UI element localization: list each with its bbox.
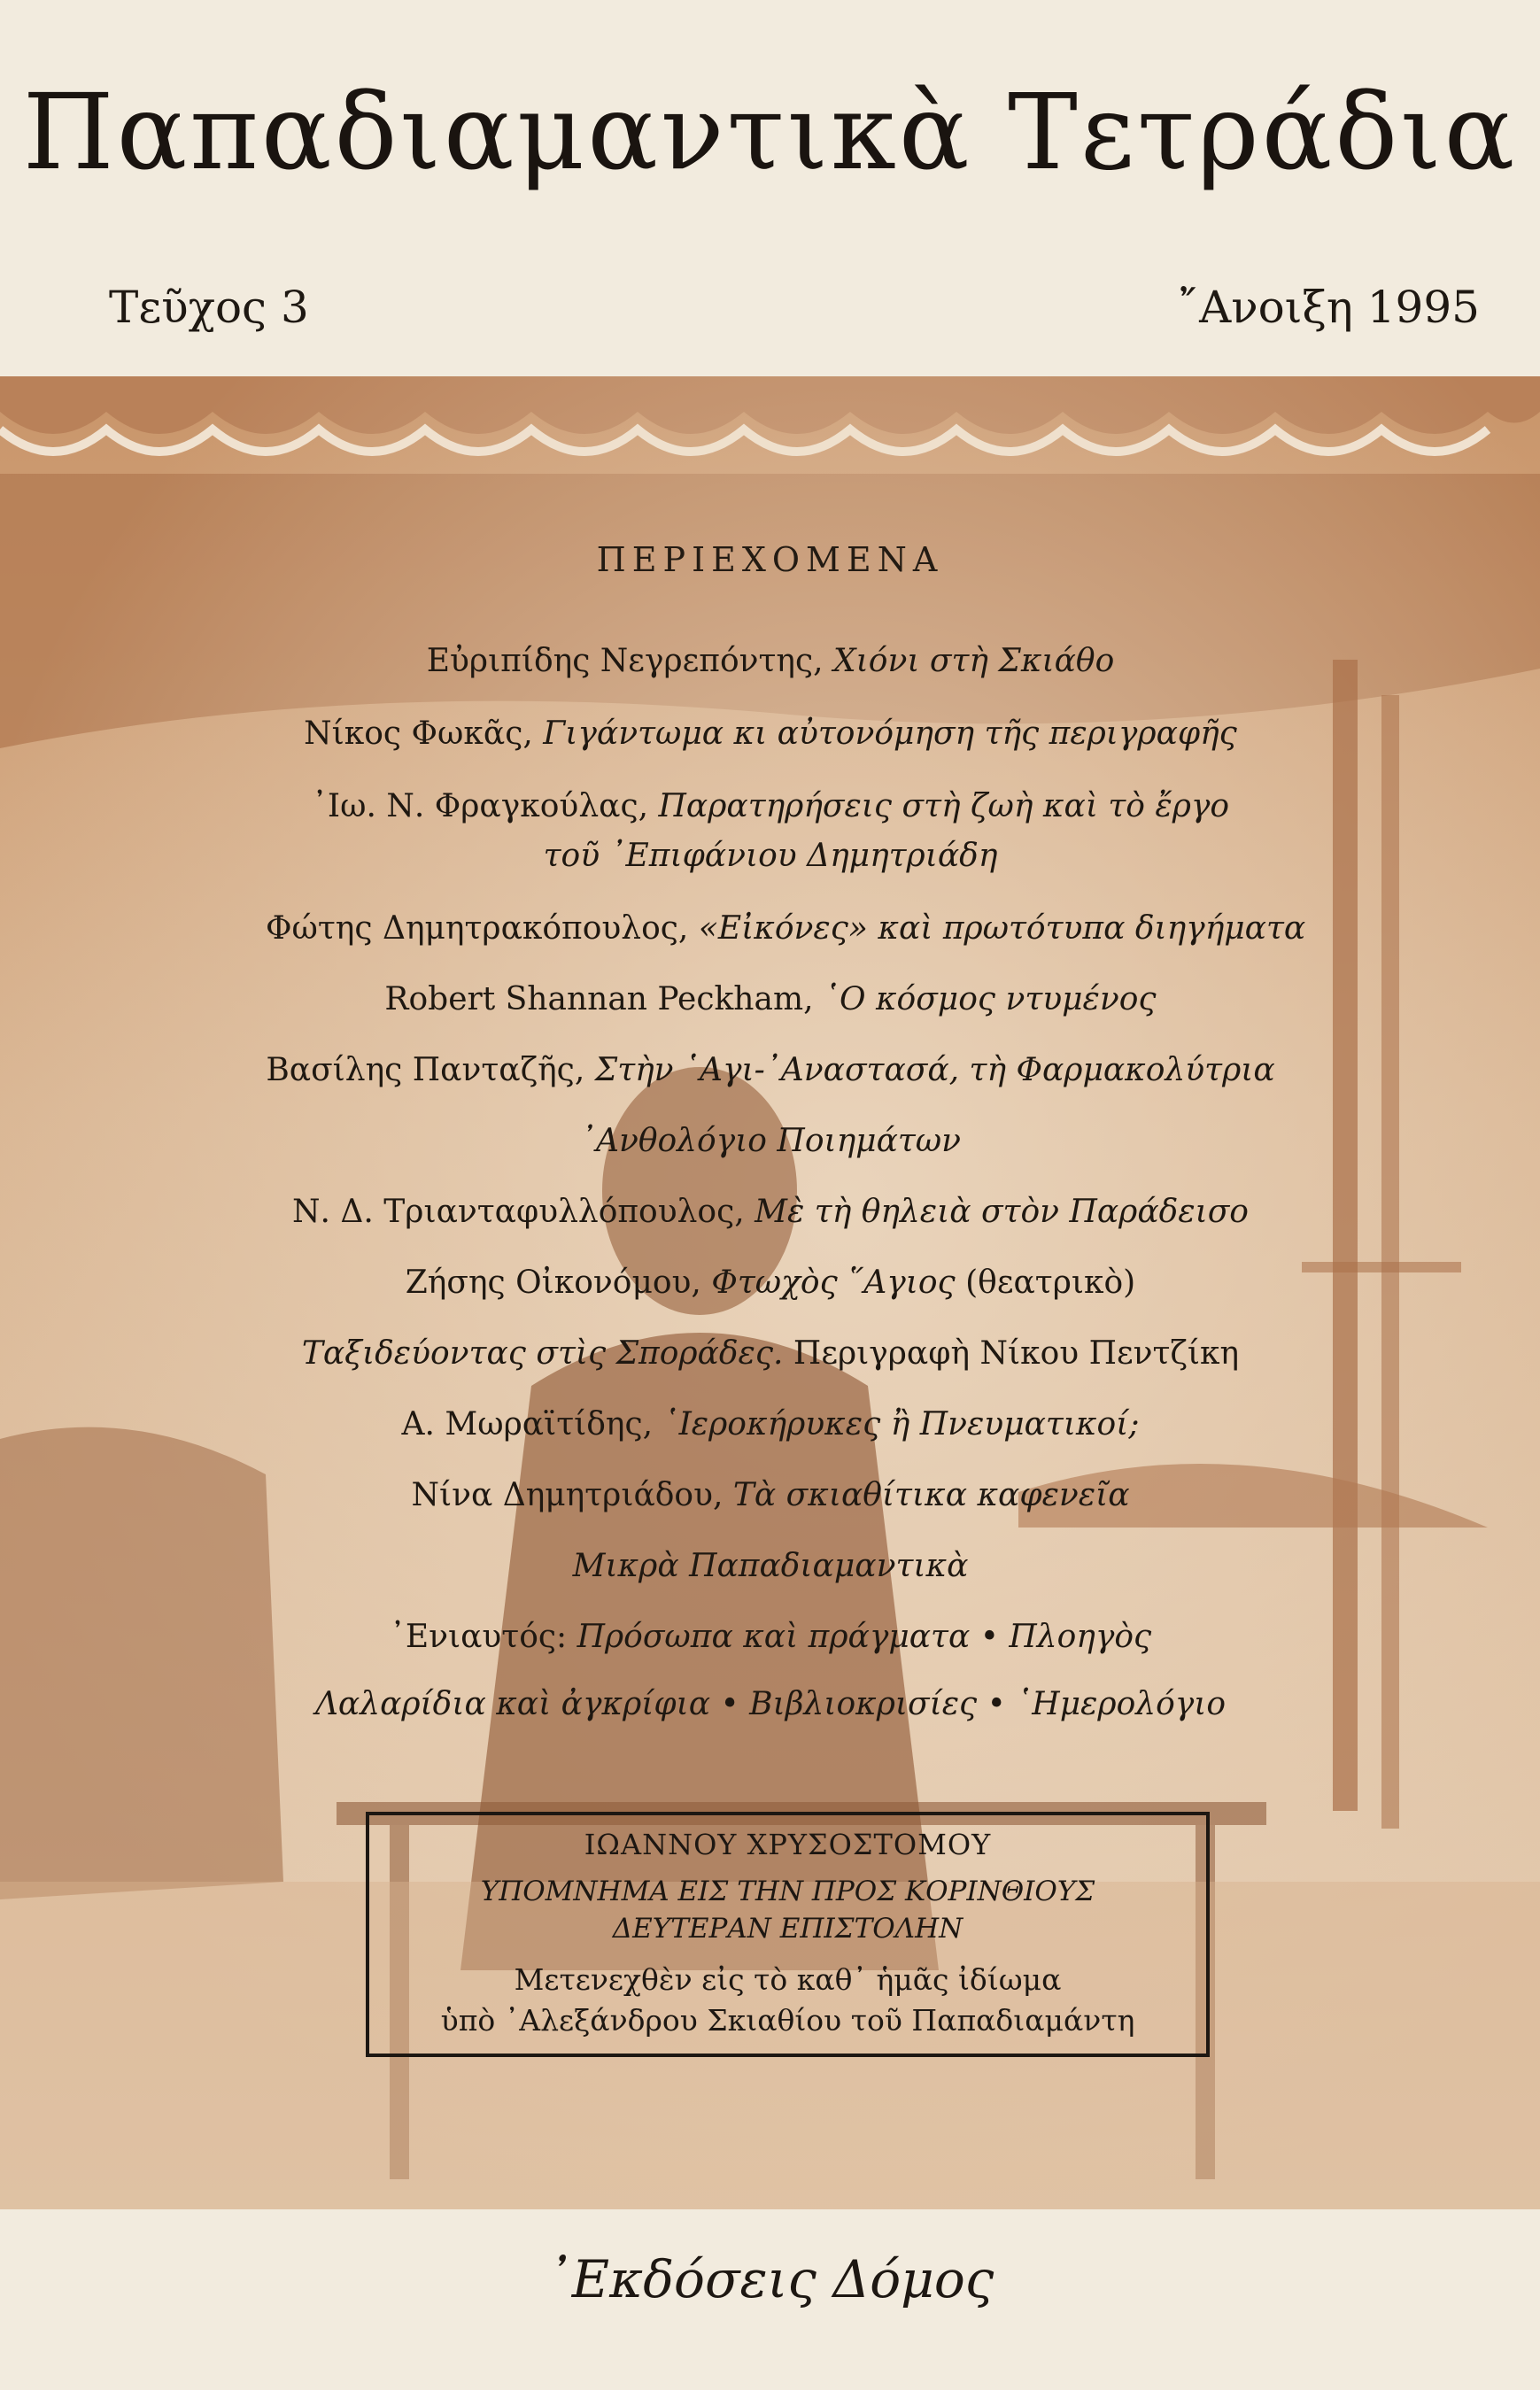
toc-author: Ζήσης Οἰκονόμου, [405,1265,701,1301]
toc-entry [266,1265,1275,1301]
issue-number: Τεῦχος 3 [109,282,309,333]
toc-title: ῾Ο κόσμος ντυμένος [823,981,1157,1017]
toc-entry [266,1686,1275,1722]
publisher: ᾿Εκδόσεις Δόμος [546,2249,994,2309]
toc-entry [266,910,1306,947]
toc-author: Εὐριπίδης Νεγρεπόντης, [426,643,824,679]
toc-entry [266,1406,1275,1443]
toc-entry [266,1335,1275,1372]
toc-title: Πρόσωπα καὶ πράγματα • Πλοηγὸς [577,1619,1152,1655]
toc-entry [266,981,1275,1017]
toc-author: Νίνα Δημητριάδου, [411,1477,724,1513]
toc-title: Παρατηρήσεις στὴ ζωὴ καὶ τὸ ἔργο [658,788,1230,824]
journal-title: Παπαδιαμαντικὰ Τετράδια [22,71,1518,193]
box-translation-note: Μετενεχθὲν εἰς τὸ καθ᾿ ἡμᾶς ἰδίωμα [514,1962,1062,1997]
toc-entry [266,1123,1275,1159]
box-author: ΙΩΑΝΝΟΥ ΧΡΥΣΟΣΤΟΜΟΥ [584,1828,992,1861]
toc-entry [266,715,1275,752]
toc-title: Μὲ τὴ θηλειὰ στὸν Παράδεισο [755,1194,1249,1230]
toc-title: Γιγάντωμα κι αὐτονόμηση τῆς περιγραφῆς [543,715,1237,752]
toc-title: Λαλαρίδια καὶ ἀγκρίφια • Βιβλιοκρισίες • ῾Ημερολόγιο [314,1686,1227,1722]
toc-title: Χιόνι στὴ Σκιάθο [833,643,1115,679]
toc-title: Τὰ σκιαθίτικα καφενεῖα [732,1477,1130,1513]
box-work-title: ΥΠΟΜΝΗΜΑ ΕΙΣ ΤΗΝ ΠΡΟΣ ΚΟΡΙΝΘΙΟΥΣ [480,1876,1095,1907]
toc-entry [266,788,1275,824]
toc-title: Μικρὰ Παπαδιαμαντικὰ [572,1548,969,1584]
toc-author: ᾿Ενιαυτός: [389,1619,568,1655]
toc-author: ᾿Ιω. Ν. Φραγκούλας, [311,788,649,824]
toc-author: Βασίλης Πανταζῆς, [266,1052,585,1088]
toc-title: «Εἰκόνες» καὶ πρωτότυπα διηγήματα [698,910,1306,947]
toc-title: Φτωχὸς ῞Αγιος [711,1265,956,1301]
toc-title: τοῦ ᾿Επιφάνιου Δημητριάδη [543,838,998,874]
issue-season: ῎Ανοιξη 1995 [1177,282,1480,333]
box-work-title-continued: ΔΕΥΤΕΡΑΝ ΕΠΙΣΤΟΛΗΝ [612,1913,963,1945]
toc-author: Robert Shannan Peckham, [384,981,814,1017]
toc-title: Στὴν ῾Αγι-᾿Αναστασά, τὴ Φαρμακολύτρια [594,1052,1275,1088]
toc-title: ῾Ιεροκήρυκες ἢ Πνευματικοί; [662,1406,1140,1443]
box-translator: ὑπὸ ᾿Αλεξάνδρου Σκιαθίου τοῦ Παπαδιαμάντη [440,2003,1135,2038]
toc-entry [266,1194,1275,1230]
toc-title: ᾿Ανθολόγιο Ποιημάτων [579,1123,962,1159]
toc-author: Νίκος Φωκᾶς, [304,715,533,752]
toc-entry [266,1052,1275,1088]
toc-title: Ταξιδεύοντας στὶς Σποράδες. [301,1335,784,1372]
toc-entry-continued [266,838,1275,874]
contents-heading: ΠΕΡΙΕΧΟΜΕΝΑ [596,540,944,579]
toc-author: Α. Μωραϊτίδης, [401,1406,654,1443]
toc-entry [266,1619,1275,1655]
featured-text-box [366,1812,1210,2057]
toc-note: Περιγραφὴ Νίκου Πεντζίκη [793,1335,1240,1372]
toc-entry [266,643,1275,679]
toc-author: Φώτης Δημητρακόπουλος, [266,910,689,947]
toc-entry [266,1548,1275,1584]
toc-note: (θεατρικὸ) [965,1265,1136,1301]
toc-entry [266,1477,1275,1513]
toc-author: Ν. Δ. Τριανταφυλλόπουλος, [292,1194,745,1230]
